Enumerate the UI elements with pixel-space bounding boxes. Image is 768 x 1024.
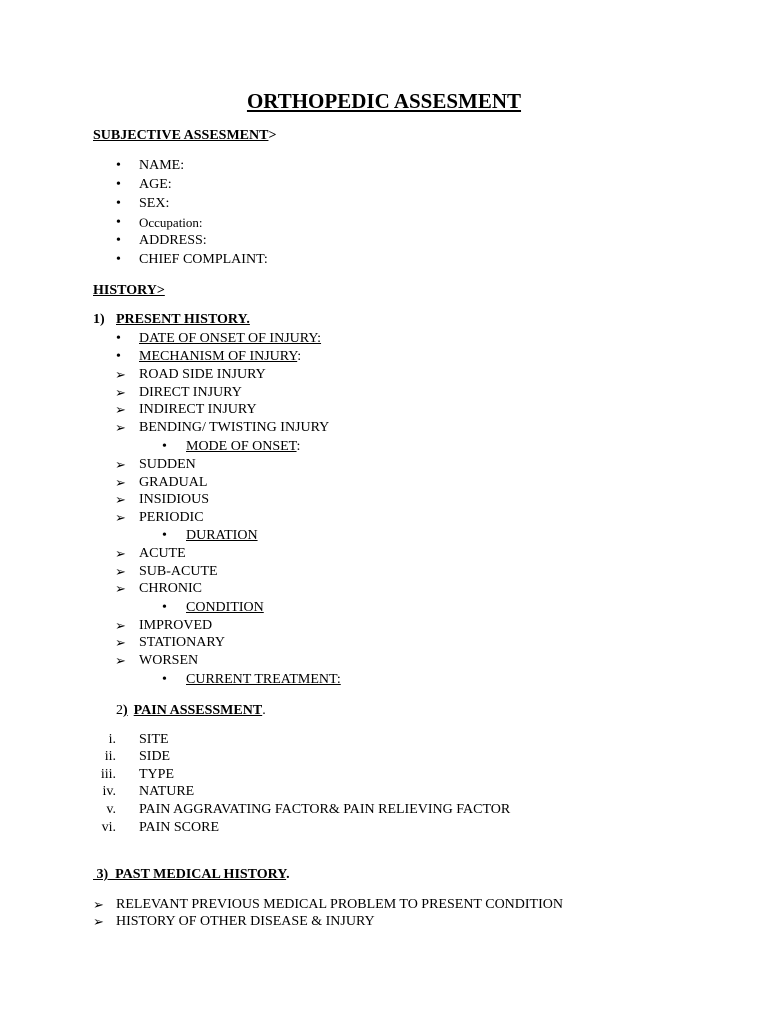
field-occupation: Occupation: [139, 215, 203, 230]
past-heading-text: 3) PAST MEDICAL HISTORY [93, 867, 287, 882]
arrow-bullet-icon: ➢ [115, 618, 126, 633]
bullet-icon: • [162, 672, 167, 687]
arrow-bullet-icon: ➢ [115, 475, 126, 490]
bullet-icon: • [116, 196, 121, 211]
page-title: ORTHOPEDIC ASSESMENT [246, 89, 522, 113]
pain-number-suffix: ) [123, 703, 128, 718]
bullet-icon: • [116, 177, 121, 192]
arrow-bullet-icon: ➢ [115, 546, 126, 561]
history-heading: HISTORY> [93, 283, 165, 298]
arrow-bullet-icon: ➢ [115, 402, 126, 417]
arrow-bullet-icon: ➢ [115, 492, 126, 507]
pain-number-prefix: 2 [116, 703, 123, 718]
present-history-number: 1) [93, 312, 105, 327]
list-item: IMPROVED [139, 618, 213, 633]
arrow-bullet-icon: ➢ [115, 420, 126, 435]
list-item: TYPE [139, 767, 174, 782]
list-item: GRADUAL [139, 475, 208, 490]
list-numeral: iv. [102, 784, 116, 799]
mode-of-onset-label [186, 438, 300, 456]
field-chief-complaint: CHIEF COMPLAINT: [139, 252, 268, 267]
list-numeral: vi. [101, 820, 116, 835]
list-item: RELEVANT PREVIOUS MEDICAL PROBLEM TO PRESENT CONDITION [116, 897, 563, 912]
field-age: AGE: [139, 177, 172, 192]
arrow-bullet-icon: ➢ [115, 564, 126, 579]
bullet-icon: • [162, 528, 167, 543]
list-item: WORSEN [139, 653, 199, 668]
date-of-onset-label: DATE OF ONSET OF INJURY: [139, 331, 322, 346]
subjective-heading-text: SUBJECTIVE ASSESMENT [93, 128, 269, 143]
pain-assessment-heading [116, 702, 266, 720]
field-name: NAME: [139, 158, 185, 173]
list-item: SIDE [139, 749, 171, 764]
past-heading-suffix: . [286, 867, 290, 882]
bullet-icon: • [116, 331, 121, 346]
pain-heading-text: PAIN ASSESSMENT [133, 703, 263, 718]
bullet-icon: • [162, 600, 167, 615]
arrow-bullet-icon: ➢ [115, 653, 126, 668]
list-item: PAIN AGGRAVATING FACTOR& PAIN RELIEVING FACTOR [139, 802, 511, 817]
list-item: INDIRECT INJURY [139, 402, 257, 417]
arrow-bullet-icon: ➢ [93, 897, 104, 912]
arrow-bullet-icon: ➢ [115, 457, 126, 472]
list-item: NATURE [139, 784, 195, 799]
arrow-bullet-icon: ➢ [115, 510, 126, 525]
bullet-icon: • [116, 233, 121, 248]
bullet-icon: • [116, 215, 121, 230]
list-item: ACUTE [139, 546, 186, 561]
bullet-icon: • [116, 158, 121, 173]
mechanism-of-injury-label [139, 348, 301, 366]
list-numeral: iii. [100, 767, 116, 782]
current-treatment-label: CURRENT TREATMENT: [186, 672, 341, 687]
past-medical-history-heading [93, 866, 290, 884]
list-item: INSIDIOUS [139, 492, 209, 507]
present-history-heading: PRESENT HISTORY. [116, 312, 250, 327]
field-address: ADDRESS: [139, 233, 207, 248]
mode-label-suffix: : [296, 439, 301, 454]
bullet-icon: • [162, 439, 167, 454]
duration-label: DURATION [186, 528, 258, 543]
arrow-bullet-icon: ➢ [93, 914, 104, 929]
arrow-bullet-icon: ➢ [115, 635, 126, 650]
list-item: DIRECT INJURY [139, 385, 242, 400]
arrow-bullet-icon: ➢ [115, 581, 126, 596]
arrow-bullet-icon: ➢ [115, 385, 126, 400]
mode-label-text: MODE OF ONSET [186, 439, 297, 454]
subjective-heading [93, 127, 276, 145]
list-item: STATIONARY [139, 635, 225, 650]
list-numeral: i. [108, 732, 116, 747]
list-numeral: v. [106, 802, 116, 817]
condition-label: CONDITION [186, 600, 264, 615]
mechanism-label-suffix: : [297, 349, 302, 364]
list-item: ROAD SIDE INJURY [139, 367, 266, 382]
list-item: PERIODIC [139, 510, 204, 525]
list-item: CHRONIC [139, 581, 203, 596]
list-item: SUDDEN [139, 457, 196, 472]
list-item: PAIN SCORE [139, 820, 220, 835]
list-item: SITE [139, 732, 169, 747]
pain-heading-suffix: . [262, 703, 266, 718]
list-numeral: ii. [104, 749, 116, 764]
subjective-heading-suffix: > [268, 128, 277, 143]
arrow-bullet-icon: ➢ [115, 367, 126, 382]
list-item: HISTORY OF OTHER DISEASE & INJURY [116, 914, 375, 929]
field-sex: SEX: [139, 196, 170, 211]
list-item: BENDING/ TWISTING INJURY [139, 420, 330, 435]
bullet-icon: • [116, 252, 121, 267]
list-item: SUB-ACUTE [139, 564, 218, 579]
mechanism-label-text: MECHANISM OF INJURY [139, 349, 298, 364]
bullet-icon: • [116, 349, 121, 364]
